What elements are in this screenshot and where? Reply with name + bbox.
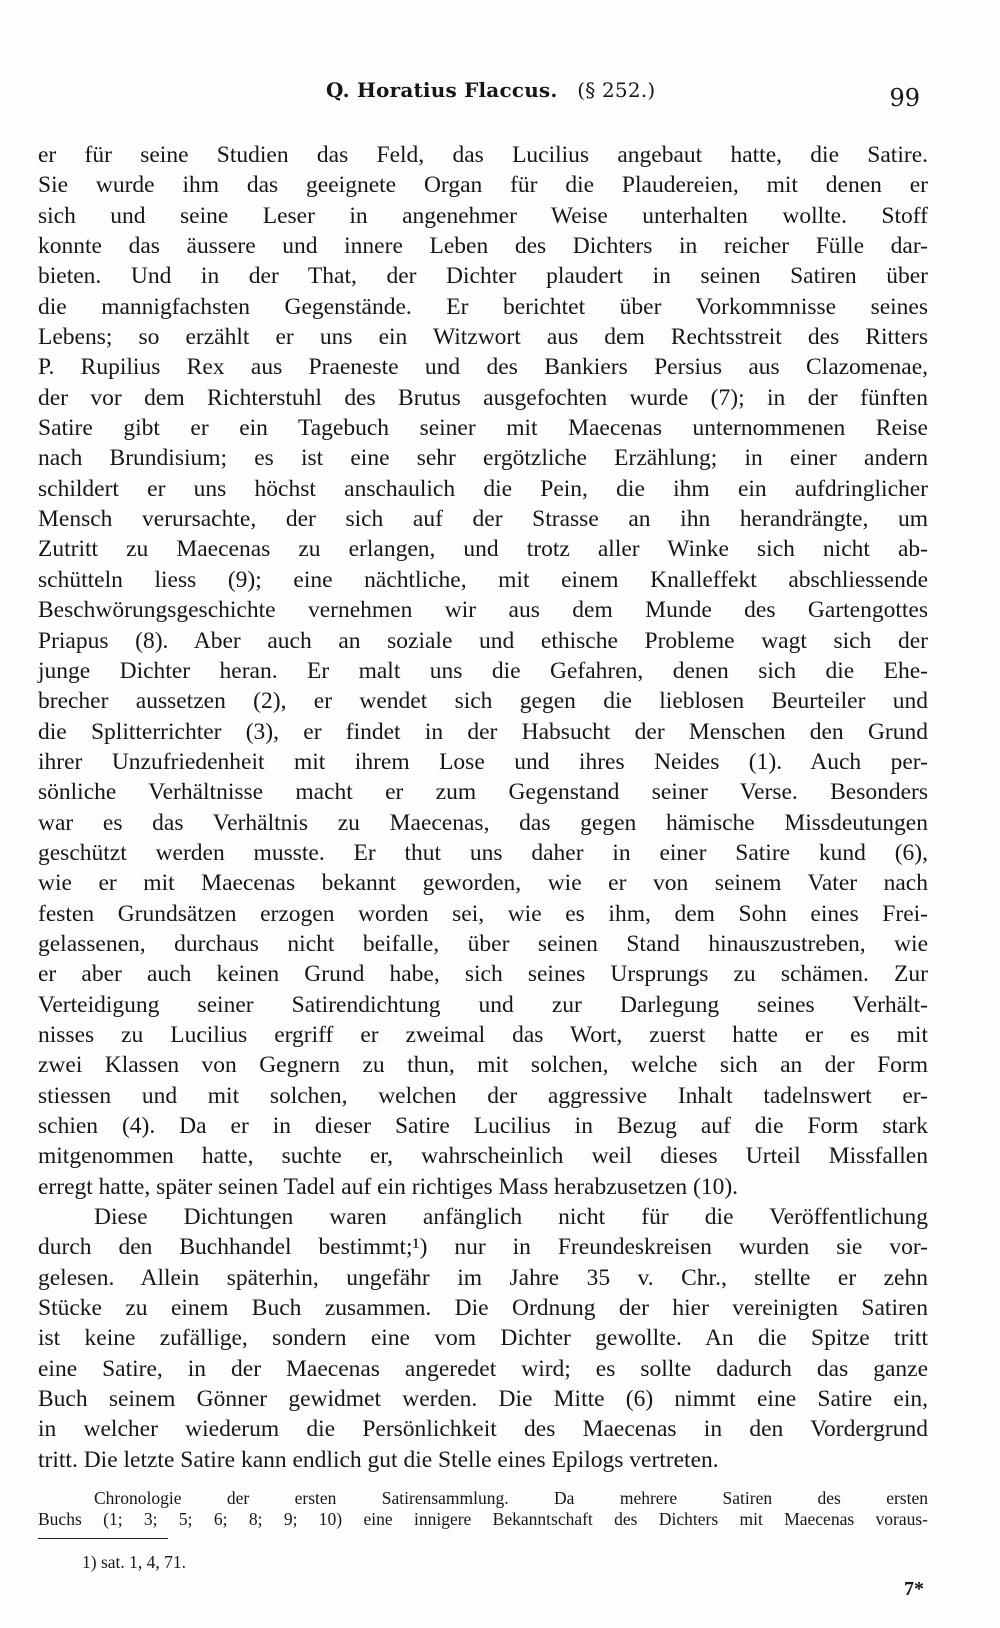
footnote-area — [38, 1488, 928, 1573]
text-line: nisses zu Lucilius ergriff er zweimal das Wort, zuerst hatte er es mit — [38, 1021, 928, 1048]
text-line: ihrer Unzufriedenheit mit ihrem Lose und ihres Neides (1). Auch per- — [38, 748, 928, 775]
text-line: gelesen. Allein späterhin, ungefähr im Jahre 35 v. Chr., stellte er zehn — [38, 1264, 928, 1291]
text-line: Satire gibt er ein Tagebuch seiner mit Maecenas unternommenen Reise — [38, 415, 928, 442]
text-line: er für seine Studien das Feld, das Lucilius angebaut hatte, die Satire. — [38, 142, 928, 168]
text-line: ist keine zufällige, sondern eine vom Dichter gewollte. An die Spitze tritt — [38, 1325, 928, 1352]
text-line: Lebens; so erzählt er uns ein Witzwort aus dem Rechtsstreit des Ritters — [38, 324, 928, 351]
text-line: erregt hatte, später seinen Tadel auf ein richtiges Mass herabzusetzen (10). — [38, 1173, 739, 1200]
text-line: war es das Verhältnis zu Maecenas, das gegen hämische Missdeutungen — [38, 809, 928, 836]
text-line: Priapus (8). Aber auch an soziale und ethische Probleme wagt sich der — [38, 627, 928, 654]
text-line: in welcher wiederum die Persönlichkeit des Maecenas in den Vordergrund — [38, 1416, 928, 1443]
text-line: Verteidigung seiner Satirendichtung und zur Darlegung seines Verhält- — [38, 991, 928, 1018]
text-line: P. Rupilius Rex aus Praeneste und des Bankiers Persius aus Clazomenae, — [38, 354, 928, 381]
footnote-text: sat. 1, 4, 71. — [100, 1552, 187, 1572]
text-line: stiessen und mit solchen, welchen der aggressive Inhalt tadelnswert er- — [38, 1082, 928, 1109]
text-line: schütteln liess (9); eine nächtliche, mit einem Knalleffekt abschliessende — [38, 566, 928, 593]
header-title — [326, 78, 655, 102]
text-line: die Splitterrichter (3), er findet in der Habsucht der Menschen den Grund — [38, 718, 928, 745]
text-line: durch den Buchhandel bestimmt;¹) nur in Freundeskreisen wurden sie vor- — [38, 1234, 928, 1261]
text-line: festen Grundsätzen erzogen worden sei, wie es ihm, dem Sohn eines Frei- — [38, 900, 928, 927]
text-line: Zutritt zu Maecenas zu erlangen, und trotz aller Winke sich nicht ab- — [38, 536, 928, 563]
text-line: konnte das äussere und innere Leben des Dichters in reicher Fülle dar- — [38, 233, 928, 260]
text-line: nach Brundisium; es ist eine sehr ergötzliche Erzählung; in einer andern — [38, 445, 928, 472]
text-line: die mannigfachsten Gegenstände. Er berichtet über Vorkommnisse seines — [38, 293, 928, 320]
footnote-rule — [38, 1538, 168, 1539]
text-line: schien (4). Da er in dieser Satire Lucilius in Bezug auf die Form stark — [38, 1113, 928, 1139]
text-line: brecher aussetzen (2), er wendet sich gegen die lieblosen Beurteiler und — [38, 688, 928, 715]
text-line: er aber auch keinen Grund habe, sich seines Ursprungs zu schämen. Zur — [38, 961, 928, 988]
text-line: Stücke zu einem Buch zusammen. Die Ordnung der hier vereinigten Satiren — [38, 1295, 928, 1322]
text-line: der vor dem Richterstuhl des Brutus ausgefochten wurde (7); in der fünften — [38, 384, 928, 411]
text-line: tritt. Die letzte Satire kann endlich gut die Stelle eines Epilogs vertreten. — [38, 1446, 719, 1473]
signature-mark: 7* — [904, 1578, 924, 1600]
text-line: Diese Dichtungen waren anfänglich nicht für die Veröffentlichung — [94, 1204, 928, 1231]
text-line: Sie wurde ihm das geeignete Organ für die Plaudereien, mit denen er — [38, 172, 928, 199]
text-line: junge Dichter heran. Er malt uns die Gefahren, denen sich die Ehe- — [38, 657, 928, 684]
text-line: sich und seine Leser in angenehmer Weise unterhalten wollte. Stoff — [38, 202, 928, 229]
text-line: eine Satire, in der Maecenas angeredet wird; es sollte dadurch das ganze — [38, 1355, 928, 1382]
text-line: Buch seinem Gönner gewidmet werden. Die Mitte (6) nimmt eine Satire ein, — [38, 1386, 928, 1413]
header-author: Q. Horatius Flaccus. — [326, 78, 558, 102]
text-line: wie er mit Maecenas bekannt geworden, wie er von seinem Vater nach — [38, 870, 928, 897]
text-line: sönliche Verhältnisse macht er zum Gegenstand seiner Verse. Besonders — [38, 779, 928, 806]
text-line: gelassenen, durchaus nicht beifalle, über seinen Stand hinauszustreben, wie — [38, 930, 928, 957]
footnote — [38, 1551, 928, 1573]
body-text — [38, 140, 928, 1475]
page-number: 99 — [889, 84, 920, 112]
footnote-marker: 1) — [82, 1552, 97, 1572]
text-line: zwei Klassen von Gegnern zu thun, mit solchen, welche sich an der Form — [38, 1052, 928, 1079]
running-header — [40, 78, 920, 112]
small-print-line: Buchs (1; 3; 5; 6; 8; 9; 10) eine innigere Bekanntschaft des Dichters mit Maecenas voraus- — [38, 1509, 928, 1529]
text-line: Beschwörungsgeschichte vernehmen wir aus dem Munde des Gartengottes — [38, 597, 928, 624]
text-line: mitgenommen hatte, suchte er, wahrscheinlich weil dieses Urteil Missfallen — [38, 1143, 928, 1170]
small-print-line: Chronologie der ersten Satirensammlung. Da mehrere Satiren des ersten — [94, 1488, 928, 1508]
header-section: (§ 252.) — [577, 78, 656, 102]
text-line: Mensch verursachte, der sich auf der Strasse an ihn herandrängte, um — [38, 506, 928, 533]
text-line: schildert er uns höchst anschaulich die Pein, die ihm ein aufdringlicher — [38, 475, 928, 502]
text-line: geschützt werden musste. Er thut uns daher in einer Satire kund (6), — [38, 839, 928, 866]
text-line: bieten. Und in der That, der Dichter plaudert in seinen Satiren über — [38, 263, 928, 290]
